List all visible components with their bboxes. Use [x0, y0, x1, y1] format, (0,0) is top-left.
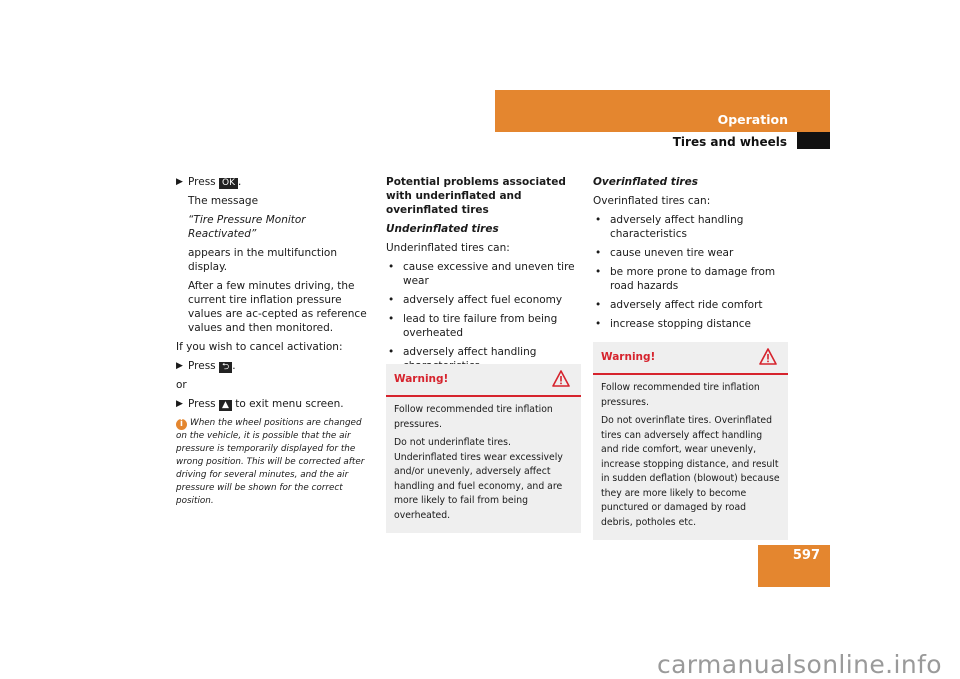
- or-text: or: [176, 379, 187, 391]
- overinflated-heading: Overinflated tires: [593, 176, 698, 188]
- list-item: • adversely affect fuel economy: [386, 293, 584, 307]
- step-arrow-icon: ▶: [176, 399, 183, 409]
- overinflated-intro: Overinflated tires can:: [593, 195, 711, 207]
- step-arrow-icon: ▶: [176, 361, 183, 371]
- warning-triangle-icon: [759, 348, 777, 365]
- list-item: • cause uneven tire wear: [593, 246, 793, 260]
- warning-triangle-icon: [552, 370, 570, 387]
- warning-text: Do not underinflate tires. Underinflated tires wear excessively and/or unevenly, adversely affect handling and fuel economy, and are more likely to fail from being overheated.: [394, 437, 563, 521]
- warning-title: Warning!: [394, 373, 449, 385]
- step-arrow-icon: ▶: [176, 177, 183, 187]
- step-press-ok: ▶ Press OK .: [176, 176, 242, 188]
- watermark-text: carmanualsonline.info: [656, 650, 942, 679]
- message-text: “Tire Pressure Monitor Reactivated”: [188, 214, 306, 240]
- underinflated-intro: Underinflated tires can:: [386, 242, 510, 254]
- section-title: Operation: [717, 112, 788, 127]
- warning-text: Do not overinflate tires. Overinflated tires can adversely affect handling and ride comfort, wear unevenly, increase stopping distance, and result in sudden deflation (blowout) because they are more likely to become punctured or damaged by road debris, potholes etc.: [601, 415, 780, 528]
- warning-title: Warning!: [601, 351, 656, 363]
- page-number-box: [758, 545, 830, 587]
- list-item: • be more prone to damage from road hazards: [593, 265, 793, 293]
- section-heading: Potential problems associated with underinflated and overinflated tires: [386, 176, 566, 216]
- step-press-back: ▶ Press ⮌ .: [176, 360, 236, 372]
- step-press-up: ▶ Press ▲ to exit menu screen.: [176, 398, 344, 410]
- cancel-intro: If you wish to cancel activation:: [176, 341, 343, 353]
- list-item: • increase stopping distance: [593, 317, 793, 331]
- message-after: appears in the multifunction display.: [188, 247, 337, 273]
- column-1: [176, 175, 374, 508]
- up-key-icon: ▲: [219, 400, 232, 411]
- header-bar: [495, 90, 830, 132]
- column-2: [386, 175, 584, 378]
- underinflated-heading: Underinflated tires: [386, 223, 499, 235]
- subsection-title: Tires and wheels: [672, 135, 787, 149]
- list-item: • adversely affect handling: [386, 345, 584, 373]
- list-item: • lead to tire failure from being overheated: [386, 312, 584, 340]
- warning-box-underinflated: [386, 364, 581, 533]
- warning-box-overinflated: [593, 342, 788, 540]
- message-detail: After a few minutes driving, the current tire inflation pressure values are ac-cepted as reference values and then monitored.: [188, 280, 367, 334]
- info-note: i When the wheel positions are changed on the vehicle, it is possible that the air pressure is temporarily displayed for the wrong position. This will be corrected after driving for several minutes, and the air pressure will be shown for the correct position.: [176, 418, 365, 506]
- header-tab-marker: [797, 132, 830, 149]
- page-number: 597: [792, 548, 820, 563]
- list-item: • cause excessive and uneven tire wear: [386, 260, 584, 288]
- message-intro: The message: [188, 195, 259, 207]
- column-3: [593, 175, 793, 336]
- list-item: • adversely affect ride comfort: [593, 298, 793, 312]
- ok-key-icon: OK: [219, 178, 238, 189]
- warning-text: Follow recommended tire inflation pressures.: [601, 382, 760, 408]
- back-key-icon: ⮌: [219, 362, 232, 373]
- info-icon: i: [176, 419, 187, 430]
- warning-text: Follow recommended tire inflation pressures.: [394, 404, 553, 430]
- list-item: • adversely affect handling characteristics: [593, 213, 793, 241]
